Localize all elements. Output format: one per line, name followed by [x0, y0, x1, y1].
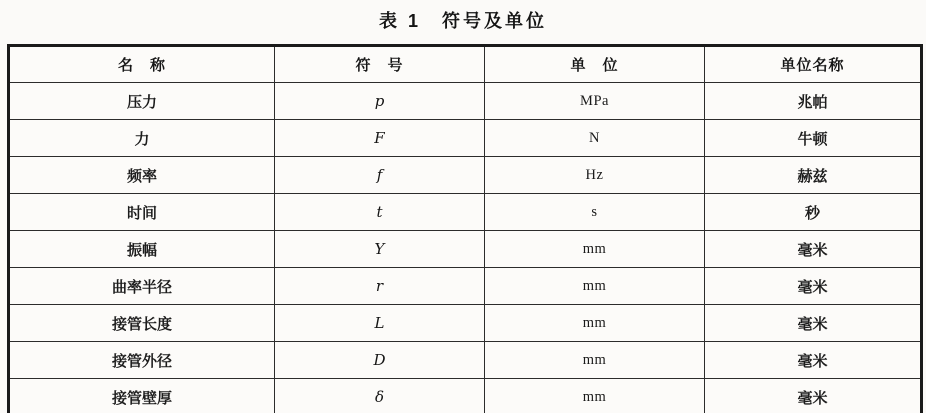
cell-unit: mm: [485, 305, 705, 342]
table-row: [9, 379, 922, 413]
table-body: [9, 83, 922, 413]
cell-name: 压力: [9, 83, 275, 120]
table-caption: 表 1 符号及单位: [378, 11, 547, 31]
table-row: [9, 305, 922, 342]
cell-unit: MPa: [485, 83, 705, 120]
cell-symbol: D: [275, 342, 485, 379]
table-row: [9, 342, 922, 379]
cell-name: 频率: [9, 157, 275, 194]
cell-name: 接管长度: [9, 305, 275, 342]
cell-name: 接管壁厚: [9, 379, 275, 413]
cell-unit: Hz: [485, 157, 705, 194]
cell-unit-name: 毫米: [705, 305, 922, 342]
cell-unit-name: 毫米: [705, 231, 922, 268]
table-row: [9, 268, 922, 305]
cell-unit: mm: [485, 231, 705, 268]
cell-symbol: Y: [275, 231, 485, 268]
cell-symbol: t: [275, 194, 485, 231]
cell-unit-name: 牛顿: [705, 120, 922, 157]
header-unit-name: 单位名称: [705, 46, 922, 83]
cell-unit-name: 赫兹: [705, 157, 922, 194]
cell-name: 力: [9, 120, 275, 157]
symbols-units-table: [7, 44, 923, 413]
cell-symbol: p: [275, 83, 485, 120]
cell-unit-name: 兆帕: [705, 83, 922, 120]
header-unit: 单 位: [485, 46, 705, 83]
cell-unit: mm: [485, 268, 705, 305]
cell-symbol: r: [275, 268, 485, 305]
cell-symbol: L: [275, 305, 485, 342]
cell-name: 接管外径: [9, 342, 275, 379]
cell-unit: N: [485, 120, 705, 157]
cell-unit-name: 毫米: [705, 342, 922, 379]
table-row: [9, 83, 922, 120]
cell-unit: mm: [485, 379, 705, 413]
table-row: [9, 120, 922, 157]
cell-name: 振幅: [9, 231, 275, 268]
cell-unit-name: 毫米: [705, 268, 922, 305]
cell-unit-name: 秒: [705, 194, 922, 231]
header-symbol: 符 号: [275, 46, 485, 83]
cell-name: 时间: [9, 194, 275, 231]
header-name: 名 称: [9, 46, 275, 83]
table-row: [9, 157, 922, 194]
cell-symbol: F: [275, 120, 485, 157]
cell-symbol: δ: [275, 379, 485, 413]
cell-symbol: f: [275, 157, 485, 194]
cell-name: 曲率半径: [9, 268, 275, 305]
table-row: [9, 231, 922, 268]
cell-unit: mm: [485, 342, 705, 379]
table-header-row: [9, 46, 922, 83]
table-row: [9, 194, 922, 231]
cell-unit: s: [485, 194, 705, 231]
cell-unit-name: 毫米: [705, 379, 922, 413]
